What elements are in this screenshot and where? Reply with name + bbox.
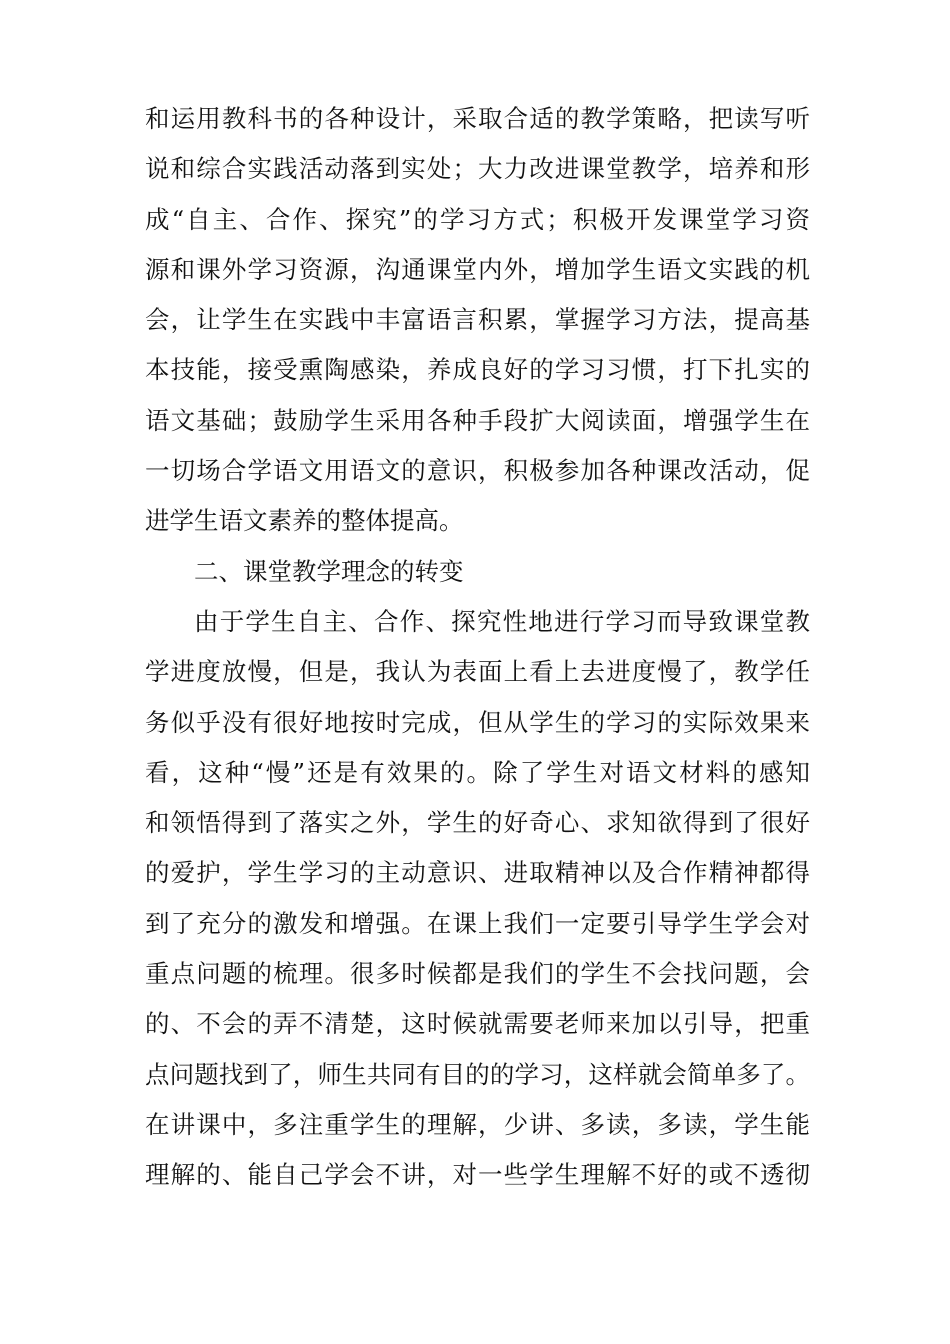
paragraph-2: [145, 597, 810, 1201]
text-line: 语文基础；鼓励学生采用各种手段扩大阅读面，增强学生在: [145, 405, 810, 435]
paragraph-1: [145, 94, 810, 547]
text-line: 重点问题的梳理。很多时候都是我们的学生不会找问题，会: [145, 959, 810, 989]
text-line: 看，这种“慢”还是有效果的。除了学生对语文材料的感知: [145, 757, 810, 787]
text-line: 到了充分的激发和增强。在课上我们一定要引导学生学会对: [145, 908, 810, 938]
text-line: 理解的、能自己学会不讲，对一些学生理解不好的或不透彻: [145, 1160, 810, 1190]
text-line: 和运用教科书的各种设计，采取合适的教学策略，把读写听: [145, 104, 810, 133]
text-line: 成“自主、合作、探究”的学习方式；积极开发课堂学习资: [145, 204, 810, 234]
text-line: 说和综合实践活动落到实处；大力改进课堂教学，培养和形: [145, 154, 810, 184]
text-line: 本技能，接受熏陶感染，养成良好的学习习惯，打下扎实的: [145, 355, 810, 385]
text-line: 在讲课中，多注重学生的理解，少讲、多读，多读，学生能: [145, 1109, 810, 1139]
text-line: 学进度放慢，但是，我认为表面上看上去进度慢了，教学任: [145, 657, 810, 687]
document-body: [145, 94, 810, 1201]
text-line: 会，让学生在实践中丰富语言积累，掌握学习方法，提高基: [145, 305, 810, 335]
text-line: 一切场合学语文用语文的意识，积极参加各种课改活动，促: [145, 456, 810, 486]
text-line: 的、不会的弄不清楚，这时候就需要老师来加以引导，把重: [145, 1009, 810, 1039]
text-line: 点问题找到了，师生共同有目的的学习，这样就会简单多了。: [145, 1059, 810, 1089]
text-line: 的爱护，学生学习的主动意识、进取精神以及合作精神都得: [145, 858, 810, 888]
section-heading: 二、课堂教学理念的转变: [194, 556, 464, 586]
text-line: 由于学生自主、合作、探究性地进行学习而导致课堂教: [194, 606, 810, 636]
text-line: 进学生语文素养的整体提高。: [145, 506, 464, 536]
text-line: 务似乎没有很好地按时完成，但从学生的学习的实际效果来: [145, 707, 810, 737]
text-line: 和领悟得到了落实之外，学生的好奇心、求知欲得到了很好: [145, 808, 810, 838]
text-line: 源和课外学习资源，沟通课堂内外，增加学生语文实践的机: [145, 254, 810, 284]
